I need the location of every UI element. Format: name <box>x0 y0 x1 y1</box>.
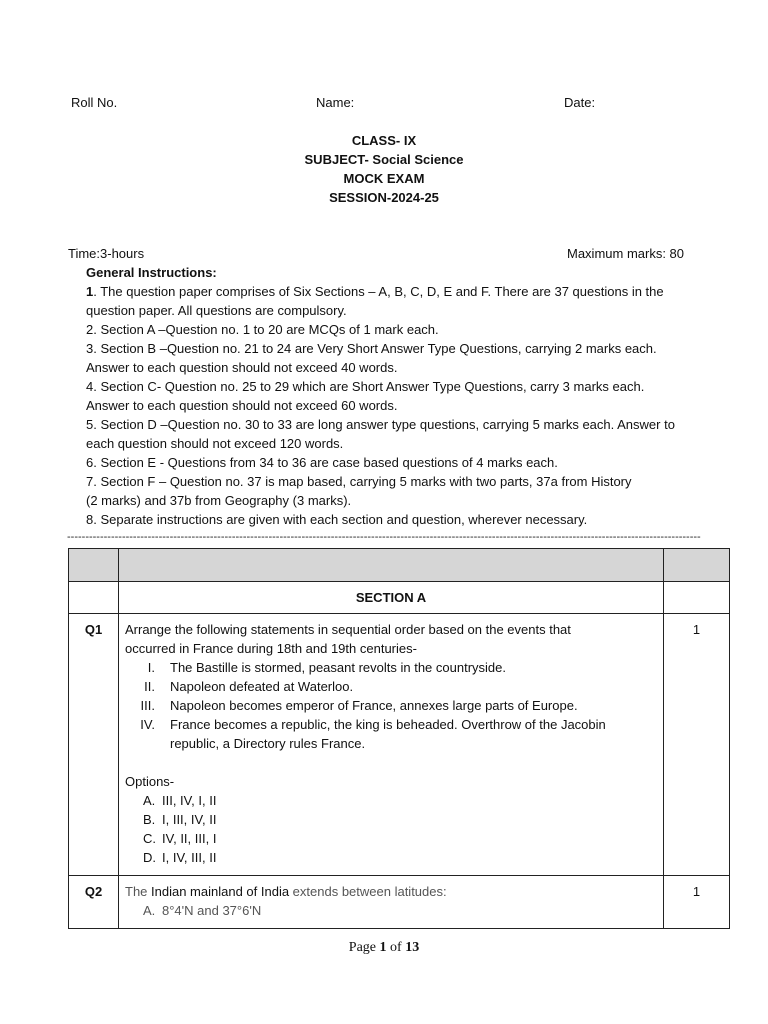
session-title: SESSION-2024-25 <box>329 190 439 205</box>
option-letter: A. <box>143 903 156 918</box>
question-marks: 1 <box>664 876 730 929</box>
instruction-3: 3. Section B –Question no. 21 to 24 are Very Short Answer Type Questions, carrying 2 marks each. <box>86 341 657 356</box>
time-label: Time:3-hours <box>68 246 145 261</box>
section-row-blank-marks <box>664 582 730 614</box>
general-instructions <box>86 263 716 529</box>
question-marks: 1 <box>664 614 730 876</box>
statement-text: France becomes a republic, the king is beheaded. Overthrow of the Jacobin republic, a Directory rules France. <box>170 717 606 751</box>
instruction-2: 2. Section A –Question no. 1 to 20 are MCQs of 1 mark each. <box>86 322 439 337</box>
q2-stem-part-b: Indian mainland of India <box>151 884 290 899</box>
option-letter: C. <box>143 831 156 846</box>
dashed-divider: ----------------------------------------------------------------------------------------------------------------------------------------------------------------------------- <box>67 531 701 543</box>
exam-title-block <box>0 131 768 207</box>
instruction-5-cont: each question should not exceed 120 words. <box>86 436 344 451</box>
option-letter: D. <box>143 850 156 865</box>
statement-item <box>125 715 657 753</box>
instruction-1-cont: question paper. All questions are compulsory. <box>86 303 347 318</box>
instruction-4-cont: Answer to each question should not exceed 60 words. <box>86 398 398 413</box>
instruction-5: 5. Section D –Question no. 30 to 33 are long answer type questions, carrying 5 marks each. Answer to <box>86 417 675 432</box>
question-number: Q2 <box>69 876 119 929</box>
option-text: IV, II, III, I <box>162 831 217 846</box>
instructions-heading: General Instructions: <box>86 265 217 280</box>
header-cell-question <box>119 549 664 582</box>
q1-options-label: Options- <box>125 774 175 789</box>
option-letter: B. <box>143 812 156 827</box>
question-table <box>68 548 730 929</box>
instruction-1-text: . The question paper comprises of Six Sections – A, B, C, D, E and F. There are 37 questions in the <box>93 284 664 299</box>
instruction-1-number: 1 <box>86 284 94 299</box>
option-text: 8°4'N and 37°6'N <box>162 903 262 918</box>
instruction-1 <box>86 282 716 301</box>
section-a-title: SECTION A <box>119 582 664 614</box>
statement-item <box>125 658 657 677</box>
question-text-q2 <box>119 876 664 929</box>
question-number: Q1 <box>69 614 119 876</box>
section-row <box>69 582 730 614</box>
q1-options-list <box>125 791 657 867</box>
table-header-row <box>69 549 730 582</box>
q1-statement-list <box>125 658 657 753</box>
spacer <box>125 753 657 772</box>
max-marks-label: Maximum marks: 80 <box>567 246 685 261</box>
option-item <box>125 810 657 829</box>
statement-text: The Bastille is stormed, peasant revolts in the countryside. <box>170 660 506 675</box>
subject-title: SUBJECT- Social Science <box>304 152 464 167</box>
q2-stem-part-a: The <box>125 884 152 899</box>
q2-options-list <box>125 901 657 920</box>
question-row-q2 <box>69 876 730 929</box>
of-word: of <box>386 940 406 955</box>
option-letter: A. <box>143 793 156 808</box>
exam-title: MOCK EXAM <box>343 171 425 186</box>
instruction-7-cont: (2 marks) and 37b from Geography (3 marks). <box>86 493 352 508</box>
date-label: Date: <box>564 95 596 110</box>
option-item <box>125 829 657 848</box>
section-row-blank <box>69 582 119 614</box>
question-row-q1 <box>69 614 730 876</box>
roll-number-label: Roll No. <box>71 95 118 110</box>
statement-text: Napoleon defeated at Waterloo. <box>170 679 354 694</box>
statement-item <box>125 677 657 696</box>
statement-number: IV. <box>140 717 155 732</box>
statement-number: III. <box>140 698 155 713</box>
option-item <box>125 791 657 810</box>
q1-stem-line1: Arrange the following statements in sequential order based on the events that <box>125 622 571 637</box>
option-item <box>125 901 657 920</box>
q2-stem-part-c: extends between latitudes: <box>289 884 447 899</box>
question-text-q1 <box>119 614 664 876</box>
option-text: I, III, IV, II <box>162 812 217 827</box>
instruction-8: 8. Separate instructions are given with each section and question, wherever necessary. <box>86 512 588 527</box>
option-text: I, IV, III, II <box>162 850 217 865</box>
instruction-4: 4. Section C- Question no. 25 to 29 which are Short Answer Type Questions, carry 3 marks each. <box>86 379 645 394</box>
instruction-7: 7. Section F – Question no. 37 is map based, carrying 5 marks with two parts, 37a from History <box>86 474 632 489</box>
instruction-6: 6. Section E - Questions from 34 to 36 are case based questions of 4 marks each. <box>86 455 558 470</box>
current-page-number: 1 <box>379 940 387 955</box>
statement-number: I. <box>147 660 155 675</box>
name-label: Name: <box>316 95 355 110</box>
statement-item <box>125 696 657 715</box>
page-footer <box>0 940 768 956</box>
class-title: CLASS- IX <box>351 133 417 148</box>
q1-stem-line2: occurred in France during 18th and 19th centuries- <box>125 641 417 656</box>
header-cell-marks <box>664 549 730 582</box>
page-word: Page <box>348 940 380 955</box>
statement-text: Napoleon becomes emperor of France, annexes large parts of Europe. <box>170 698 578 713</box>
option-text: III, IV, I, II <box>162 793 217 808</box>
statement-number: II. <box>144 679 155 694</box>
option-item <box>125 848 657 867</box>
total-pages: 13 <box>405 940 420 955</box>
instruction-3-cont: Answer to each question should not exceed 40 words. <box>86 360 398 375</box>
q2-stem <box>125 882 657 901</box>
header-cell-qno <box>69 549 119 582</box>
